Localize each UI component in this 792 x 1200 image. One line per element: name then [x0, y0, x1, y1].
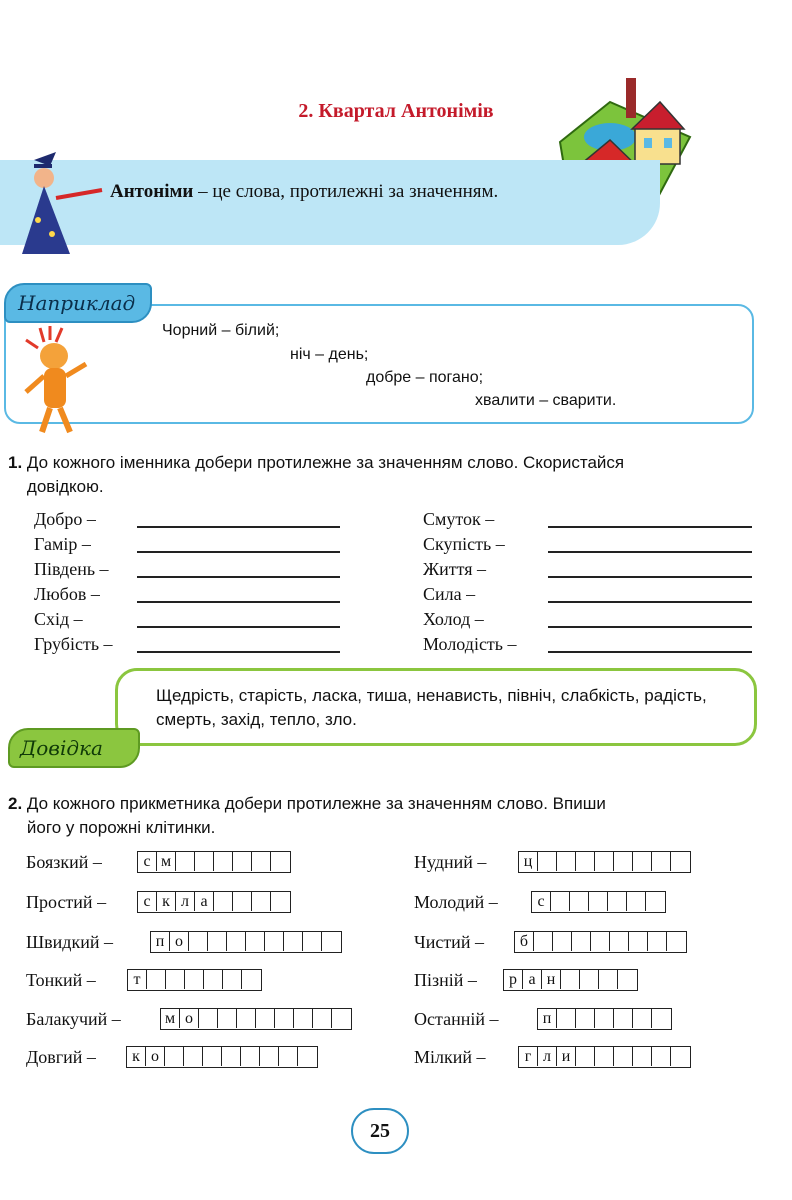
letter-cell[interactable] — [166, 970, 185, 989]
letter-cell[interactable] — [633, 1009, 652, 1028]
answer-line[interactable] — [548, 601, 752, 603]
letter-cell[interactable] — [195, 852, 214, 871]
letter-cell[interactable] — [185, 970, 204, 989]
letter-cells — [514, 931, 687, 953]
letter-cell[interactable] — [538, 852, 557, 871]
noun-word: Грубість – — [34, 634, 113, 654]
adjective-word: Пізній – — [414, 970, 477, 990]
letter-cell[interactable] — [313, 1009, 332, 1028]
letter-cell[interactable] — [561, 970, 580, 989]
letter-cell[interactable] — [252, 852, 271, 871]
letter-cell[interactable] — [553, 932, 572, 951]
letter-cell[interactable] — [557, 1009, 576, 1028]
letter-cell[interactable] — [576, 1009, 595, 1028]
letter-cell[interactable] — [176, 852, 195, 871]
letter-cell[interactable] — [627, 892, 646, 911]
letter-cell[interactable] — [652, 852, 671, 871]
adjective-word: Балакучий – — [26, 1009, 121, 1029]
letter-cell[interactable] — [580, 970, 599, 989]
letter-cell[interactable] — [208, 932, 227, 951]
noun-word: Життя – — [423, 559, 487, 579]
letter-cell[interactable]: к — [157, 892, 176, 911]
letter-cell[interactable]: ц — [519, 852, 538, 871]
letter-cell[interactable]: а — [195, 892, 214, 911]
letter-cell[interactable] — [572, 932, 591, 951]
letter-cell[interactable] — [671, 1047, 690, 1066]
letter-cell[interactable] — [614, 1047, 633, 1066]
letter-cell[interactable] — [614, 852, 633, 871]
letter-cell[interactable] — [595, 1047, 614, 1066]
letter-cells — [126, 1046, 318, 1068]
adjective-word: Тонкий – — [26, 970, 96, 990]
letter-cells — [137, 851, 291, 873]
letter-cell[interactable] — [275, 1009, 294, 1028]
answer-line[interactable] — [137, 576, 340, 578]
letter-cell[interactable] — [610, 932, 629, 951]
letter-cell[interactable] — [242, 970, 261, 989]
letter-cell[interactable]: н — [542, 970, 561, 989]
letter-cell[interactable] — [595, 852, 614, 871]
letter-cell[interactable]: м — [157, 852, 176, 871]
letter-cell[interactable] — [591, 932, 610, 951]
letter-cell[interactable]: к — [127, 1047, 146, 1066]
letter-cell[interactable]: с — [138, 852, 157, 871]
page-number: 25 — [351, 1108, 409, 1154]
letter-cell[interactable] — [218, 1009, 237, 1028]
letter-cell[interactable] — [214, 852, 233, 871]
letter-cell[interactable] — [279, 1047, 298, 1066]
letter-cell[interactable]: л — [538, 1047, 557, 1066]
task-2-number: 2. — [8, 794, 23, 813]
letter-cells — [503, 969, 638, 991]
task-1-instructions — [8, 451, 677, 499]
letter-cell[interactable] — [646, 892, 665, 911]
definition-body: – це слова, протилежні за значенням. — [193, 181, 499, 202]
letter-cell[interactable] — [222, 1047, 241, 1066]
letter-cell[interactable] — [237, 1009, 256, 1028]
answer-line[interactable] — [548, 651, 752, 653]
letter-cells — [537, 1008, 672, 1030]
letter-cell[interactable] — [551, 892, 570, 911]
letter-cells — [137, 891, 291, 913]
letter-cell[interactable] — [298, 1047, 317, 1066]
example-line-4: хвалити – сварити. — [475, 392, 617, 409]
letter-cell[interactable] — [648, 932, 667, 951]
answer-line[interactable] — [137, 626, 340, 628]
letter-cell[interactable]: м — [161, 1009, 180, 1028]
letter-cell[interactable] — [241, 1047, 260, 1066]
letter-cell[interactable] — [595, 1009, 614, 1028]
answer-line[interactable] — [137, 601, 340, 603]
noun-word: Скупість – — [423, 534, 505, 554]
page-title: 2. Квартал Антонімів — [298, 100, 494, 122]
letter-cell[interactable] — [534, 932, 553, 951]
letter-cell[interactable] — [614, 1009, 633, 1028]
letter-cell[interactable]: о — [180, 1009, 199, 1028]
letter-cell[interactable] — [303, 932, 322, 951]
letter-cell[interactable]: г — [519, 1047, 538, 1066]
letter-cells — [127, 969, 262, 991]
letter-cells — [518, 851, 691, 873]
letter-cells — [150, 931, 342, 953]
letter-cell[interactable] — [203, 1047, 222, 1066]
letter-cell[interactable]: п — [538, 1009, 557, 1028]
adjective-word: Останній – — [414, 1009, 499, 1029]
answer-line[interactable] — [137, 651, 340, 653]
letter-cell[interactable] — [233, 892, 252, 911]
adjective-word: Довгий – — [26, 1047, 96, 1067]
letter-cell[interactable] — [204, 970, 223, 989]
noun-word: Гамір – — [34, 534, 91, 554]
letter-cell[interactable] — [652, 1009, 671, 1028]
adjective-word: Боязкий – — [26, 852, 102, 872]
letter-cell[interactable] — [214, 892, 233, 911]
letter-cell[interactable] — [332, 1009, 351, 1028]
letter-cell[interactable]: о — [170, 932, 189, 951]
letter-cells — [160, 1008, 352, 1030]
answer-line[interactable] — [137, 551, 340, 553]
letter-cell[interactable]: л — [176, 892, 195, 911]
adjective-word: Швидкий – — [26, 932, 113, 952]
hint-text: Щедрість, старість, ласка, тиша, ненависть, північ, слабкість, радість, смерть, захід, тепло, зло. — [156, 686, 707, 729]
letter-cell[interactable] — [147, 970, 166, 989]
character-icon — [20, 326, 96, 436]
letter-cell[interactable] — [652, 1047, 671, 1066]
letter-cell[interactable]: а — [523, 970, 542, 989]
letter-cell[interactable] — [252, 892, 271, 911]
example-line-1: Чорний – білий; — [162, 322, 280, 339]
letter-cell[interactable] — [322, 932, 341, 951]
letter-cell[interactable] — [265, 932, 284, 951]
example-label: Наприклад — [4, 283, 152, 323]
letter-cell[interactable] — [570, 892, 589, 911]
letter-cell[interactable] — [629, 932, 648, 951]
letter-cell[interactable] — [271, 892, 290, 911]
letter-cell[interactable] — [576, 1047, 595, 1066]
letter-cell[interactable] — [284, 932, 303, 951]
answer-line[interactable] — [548, 576, 752, 578]
task-2-instructions — [8, 792, 617, 840]
adjective-word: Нудний – — [414, 852, 487, 872]
letter-cell[interactable] — [184, 1047, 203, 1066]
letter-cell[interactable]: р — [504, 970, 523, 989]
letter-cell[interactable] — [589, 892, 608, 911]
letter-cell[interactable] — [618, 970, 637, 989]
noun-word: Холод – — [423, 609, 484, 629]
noun-word: Сила – — [423, 584, 476, 604]
task-1-text: До кожного іменника добери протилежне за значенням слово. Скористайся довідкою. — [26, 453, 625, 496]
letter-cell[interactable]: о — [146, 1047, 165, 1066]
answer-line[interactable] — [548, 626, 752, 628]
letter-cell[interactable]: т — [128, 970, 147, 989]
letter-cell[interactable]: с — [138, 892, 157, 911]
noun-word: Добро – — [34, 509, 96, 529]
letter-cell[interactable] — [599, 970, 618, 989]
letter-cell[interactable] — [223, 970, 242, 989]
noun-word: Смуток – — [423, 509, 495, 529]
letter-cells — [531, 891, 666, 913]
noun-word: Схід – — [34, 609, 83, 629]
adjective-word: Молодий – — [414, 892, 498, 912]
noun-word: Південь – — [34, 559, 109, 579]
hint-label: Довідка — [8, 728, 140, 768]
letter-cell[interactable] — [233, 852, 252, 871]
letter-cell[interactable]: п — [151, 932, 170, 951]
letter-cell[interactable] — [667, 932, 686, 951]
task-1-number: 1. — [8, 453, 23, 472]
letter-cell[interactable] — [608, 892, 627, 911]
example-line-3: добре – погано; — [366, 369, 484, 386]
letter-cell[interactable] — [271, 852, 290, 871]
example-line-2: ніч – день; — [290, 346, 369, 363]
adjective-word: Простий – — [26, 892, 107, 912]
letter-cell[interactable] — [671, 852, 690, 871]
letter-cell[interactable] — [199, 1009, 218, 1028]
letter-cell[interactable] — [227, 932, 246, 951]
letter-cell[interactable] — [633, 1047, 652, 1066]
letter-cell[interactable] — [165, 1047, 184, 1066]
letter-cell[interactable] — [576, 852, 595, 871]
definition-text — [110, 178, 510, 206]
letter-cell[interactable] — [256, 1009, 275, 1028]
answer-line[interactable] — [137, 526, 340, 528]
answer-line[interactable] — [548, 526, 752, 528]
letter-cells — [518, 1046, 691, 1068]
task-2-text: До кожного прикметника добери протилежне за значенням слово. Впиши його у порожні клітинки. — [26, 794, 606, 837]
letter-cell[interactable] — [294, 1009, 313, 1028]
letter-cell[interactable] — [633, 852, 652, 871]
answer-line[interactable] — [548, 551, 752, 553]
wizard-icon — [4, 150, 104, 256]
adjective-word: Мілкий – — [414, 1047, 486, 1067]
letter-cell[interactable] — [246, 932, 265, 951]
adjective-word: Чистий – — [414, 932, 484, 952]
letter-cell[interactable]: б — [515, 932, 534, 951]
letter-cell[interactable]: и — [557, 1047, 576, 1066]
noun-word: Любов – — [34, 584, 100, 604]
definition-term: Антоніми — [110, 181, 194, 202]
letter-cell[interactable]: с — [532, 892, 551, 911]
letter-cell[interactable] — [557, 852, 576, 871]
letter-cell[interactable] — [189, 932, 208, 951]
letter-cell[interactable] — [260, 1047, 279, 1066]
noun-word: Молодість – — [423, 634, 517, 654]
